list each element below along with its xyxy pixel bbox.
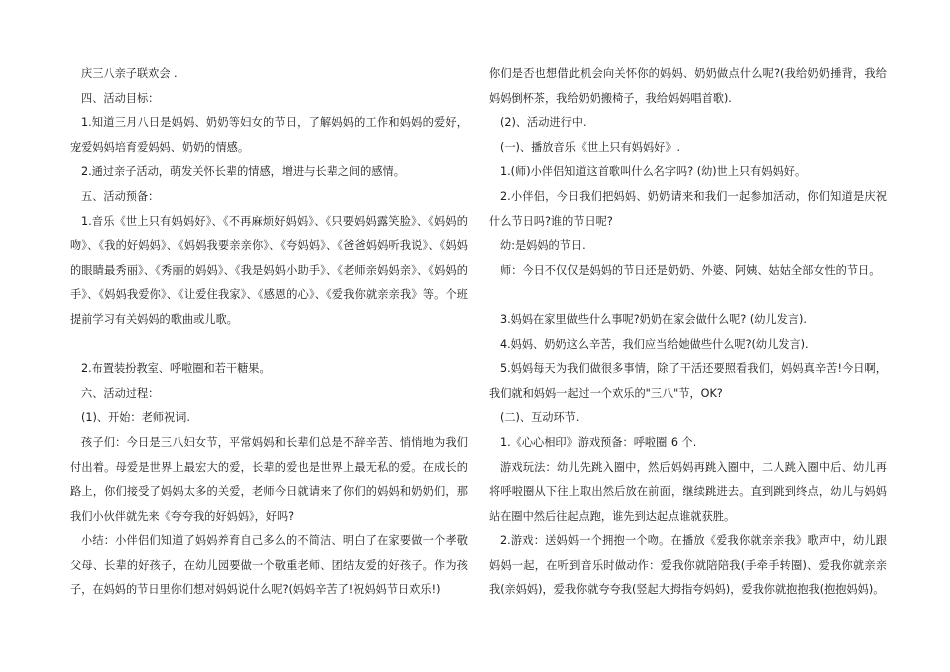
paragraph: 游戏玩法：幼儿先跳入圈中，然后妈妈再跳入圈中，二人跳入圈中后、幼儿再将呼啦圈从下往上取出然后放在前面，继续跳进去。直到跳到终点，幼儿与妈妈站在圈中然后往起点跑，谁先到达起点谁就获胜。 bbox=[489, 460, 887, 523]
paragraph: 孩子们：今日是三八妇女节，平常妈妈和长辈们总是不辞辛苦、悄悄地为我们付出着。母爱是世界上最宏大的爱，长辈的爱也是世界上最无私的爱。在成长的路上，你们接受了妈妈太多的关爱，老师今日就请来了你们的妈妈和奶奶们，那我们小伙伴就先来《夸夸我的好妈妈》，好吗? bbox=[70, 435, 468, 523]
paragraph: 4.妈妈、奶奶这么辛苦，我们应当给她做些什么呢?(幼儿发言). bbox=[500, 337, 809, 351]
right-column bbox=[489, 62, 887, 603]
left-column bbox=[70, 62, 468, 603]
section-heading: 六、活动过程： bbox=[81, 386, 160, 400]
paragraph: (二)、互动环节. bbox=[500, 411, 580, 425]
paragraph: 小结：小伴侣们知道了妈妈养育自己多么的不简洁、明白了在家要做一个孝敬父母、长辈的好孩子，在幼儿园要做一个敬重老师、团结友爱的好孩子。作为孩子，在妈妈的节日里你们想对妈妈说什么呢?(妈妈辛苦了!祝妈妈节日欢乐!) bbox=[70, 534, 468, 597]
paragraph: 1.(师)小伴侣知道这首歌叫什么名字吗? (幼)世上只有妈妈好。 bbox=[500, 165, 807, 179]
paragraph: 2.小伴侣，今日我们把妈妈、奶奶请来和我们一起参加活动，你们知道是庆祝什么节日吗?谁的节日呢? bbox=[489, 189, 887, 228]
paragraph: 庆三八亲子联欢会 . bbox=[81, 67, 178, 80]
paragraph: 师：今日不仅仅是妈妈的节日还是奶奶、外婆、阿姨、姑姑全部女性的节日。 bbox=[500, 263, 881, 277]
paragraph: (2)、活动进行中. bbox=[500, 116, 587, 130]
paragraph: 幼:是妈妈的节日. bbox=[500, 239, 586, 253]
paragraph: 你们是否也想借此机会向关怀你的妈妈、奶奶做点什么呢?(我给奶奶捶背，我给妈妈倒杯茶，我给奶奶搬椅子，我给妈妈唱首歌). bbox=[489, 67, 887, 105]
blank-line bbox=[489, 283, 887, 308]
paragraph: 2.通过亲子活动，萌发关怀长辈的情感，增进与长辈之间的感情。 bbox=[81, 165, 405, 179]
section-heading: 五、活动预备： bbox=[81, 189, 160, 203]
paragraph: 5.妈妈每天为我们做很多事情，除了干活还要照看我们，妈妈真辛苦!今日啊，我们就和妈妈一起过一个欢乐的"三八"节，OK? bbox=[489, 362, 887, 400]
blank-line bbox=[70, 333, 468, 358]
paragraph: 3.妈妈在家里做些什么事呢?奶奶在家会做什么呢? (幼儿发言). bbox=[500, 312, 807, 326]
paragraph: (1)、开始：老师祝词. bbox=[81, 411, 190, 425]
paragraph: 1.音乐《世上只有妈妈好》、《不再麻烦好妈妈》、《只要妈妈露笑脸》、《妈妈的吻》、《我的好妈妈》、《妈妈我要亲亲你》、《夸妈妈》、《爸爸妈妈听我说》、《妈妈的眼睛最秀丽》、《秀丽的妈妈》、《我是妈妈小助手》、《老师亲妈妈亲》、《妈妈的手》、《妈妈我爱你》、《让爱住我家》、《感恩的心》、《爱我你就亲亲我》等。个班提前学习有关妈妈的歌曲或儿歌。 bbox=[70, 214, 468, 326]
section-heading: 四、活动目标： bbox=[81, 91, 160, 105]
paragraph: 2.游戏：送妈妈一个拥抱一个吻。在播放《爱我你就亲亲我》歌声中，幼儿跟妈妈一起，在听到音乐时做动作：爱我你就陪陪我(手牵手转圈)、爱我你就亲亲我(亲妈妈)，爱我你就夸夸我(竖起大拇指夸妈妈)，爱我你就抱抱我(抱抱妈妈)。 bbox=[489, 534, 887, 597]
paragraph: 2.布置装扮教室、呼啦圈和若干糖果。 bbox=[81, 362, 271, 376]
paragraph: 1.知道三月八日是妈妈、奶奶等妇女的节日，了解妈妈的工作和妈妈的爱好，宠爱妈妈培育爱妈妈、奶奶的情感。 bbox=[70, 116, 468, 154]
paragraph: 1.《心心相印》游戏预备：呼啦圈 6 个. bbox=[500, 435, 697, 449]
paragraph: (一)、播放音乐《世上只有妈妈好》. bbox=[500, 140, 681, 154]
